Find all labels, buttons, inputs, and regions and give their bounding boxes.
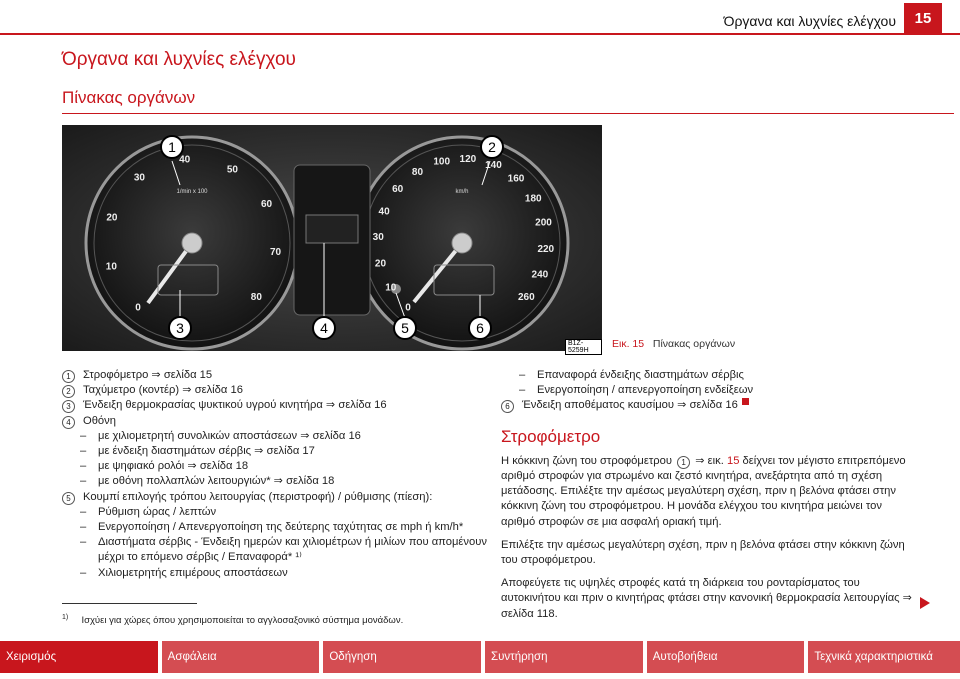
legend-item: [62, 429, 502, 444]
next-page-arrow-icon[interactable]: [920, 597, 930, 609]
legend-list-right: [501, 368, 913, 414]
legend-item-text: Στροφόμετρο ⇒ σελίδα 15: [83, 369, 213, 381]
p1-text-b: ⇒ εικ.: [695, 454, 724, 467]
legend-item-text: Ένδειξη αποθέματος καυσίμου ⇒ σελίδα 16: [522, 399, 738, 412]
legend-item-text: Ενεργοποίηση / απενεργοποίηση ενδείξεων: [537, 384, 754, 397]
legend-item: [62, 474, 502, 489]
legend-item-text: Διαστήματα σέρβις - Ένδειξη ημερών και χιλιομέτρων ή μιλίων που απομένουν μέχρι το επόμενο σέρβις / Επαναφορά* ¹⁾: [98, 536, 487, 564]
figure-callout: [469, 317, 491, 339]
p1-text-a: Η κόκκινη ζώνη του στροφόμετρου: [501, 454, 672, 467]
footnote-text: Ισχύει για χώρες όπου χρησιμοποιείται το αγγλοσαξονικό σύστημα μονάδων.: [81, 615, 404, 627]
callout-number: 6: [501, 400, 514, 413]
speed-unit-label: km/h: [455, 189, 469, 195]
gauge-tick-label: 20: [106, 212, 118, 224]
legend-item-text: Επαναφορά ένδειξης διαστημάτων σέρβις: [537, 369, 744, 381]
figure-callout-number: 4: [320, 320, 328, 336]
dash-marker: –: [80, 521, 87, 534]
dash-marker: –: [80, 505, 87, 518]
gauge-tick-label: 10: [105, 261, 117, 273]
callout-number: 3: [62, 400, 75, 413]
footer-tab[interactable]: Τεχνικά χαρακτηριστικά: [808, 641, 960, 673]
legend-item: [62, 505, 502, 520]
figure-callout: [394, 317, 416, 339]
legend-item-text: Ένδειξη θερμοκρασίας ψυκτικού υγρού κινητήρα ⇒ σελίδα 16: [83, 399, 387, 412]
dash-marker: –: [80, 475, 87, 488]
footnote-rule: [62, 603, 197, 604]
gauge-tick-label: 30: [133, 172, 145, 184]
figure-callout: [481, 136, 503, 158]
figure-callout-number: 6: [476, 320, 484, 336]
legend-item: [62, 368, 502, 383]
gauge-tick-label: 80: [250, 291, 262, 303]
legend-item: [62, 444, 502, 459]
dash-marker: –: [80, 536, 87, 549]
dash-marker: –: [80, 429, 87, 442]
legend-item-text: Ενεργοποίηση / Απενεργοποίηση της δεύτερης ταχύτητας σε mph ή km/h*: [98, 521, 464, 534]
figure-caption-label: Εικ. 15: [612, 338, 645, 350]
gauge-tick-label: 60: [392, 184, 404, 196]
legend-item-text: Ταχύμετρο (κοντέρ) ⇒ σελίδα 16: [83, 384, 243, 397]
legend-item-text: με ένδειξη διαστημάτων σέρβις ⇒ σελίδα 17: [98, 445, 315, 458]
legend-item: [62, 566, 502, 581]
figure-callout-number: 3: [176, 320, 184, 336]
instrument-cluster-figure: [62, 125, 602, 354]
gauge-tick-label: 180: [524, 193, 542, 205]
footer-tab[interactable]: Χειρισμός: [0, 641, 158, 673]
figure-ref-link[interactable]: 15: [726, 454, 740, 467]
footnote: [62, 614, 403, 626]
gauge-tick-label: 260: [518, 291, 535, 303]
gauge-tick-label: 40: [179, 154, 191, 166]
p1-text-c: δείχνει τον μέγιστο επιτρεπόμενο αριθμό στροφών για στρωμένο και ζεστό κινητήρα, ανεξάρτητα από τη σχέση μετάδοσης. Επιλέξτε την αμέσως μεγαλύτερη σχέση, πριν η βελόνα φτάσει στην κόκκινη ζώνη του στροφόμετρου. Η μονάδα ελέγχου του κινητήρα μειώνει τον αριθμό στροφών σε μια ασφαλή οριακή τιμή.: [501, 454, 906, 528]
figure-callout: [313, 317, 335, 339]
gauge-tick-label: 120: [459, 154, 477, 166]
instrument-cluster-illustration: [62, 125, 602, 351]
callout-number: 4: [62, 416, 75, 429]
tachometer-heading: Στροφόμετρο: [501, 426, 601, 446]
tachometer-paragraph-2: Επιλέξτε την αμέσως μεγαλύτερη σχέση, πριν η βελόνα φτάσει στην κόκκινη ζώνη του στροφόμετρου.: [501, 538, 905, 567]
page-number: 15: [904, 3, 942, 33]
gauge-tick-label: 30: [372, 232, 384, 244]
legend-item: [501, 398, 913, 413]
legend-item-text: Ρύθμιση ώρας / λεπτών: [98, 505, 217, 518]
section-title: Πίνακας οργάνων: [62, 88, 196, 107]
legend-item: [501, 368, 913, 383]
legend-item-text: Κουμπί επιλογής τρόπου λειτουργίας (περιστροφή) / ρύθμισης (πίεση):: [83, 490, 433, 503]
gauge-tick-label: 200: [535, 217, 552, 229]
dash-marker: –: [80, 445, 87, 458]
footer-tab[interactable]: Οδήγηση: [323, 641, 481, 673]
gauge-tick-label: 50: [226, 164, 238, 176]
legend-item: [62, 459, 502, 474]
gauge-tick-label: 0: [405, 302, 411, 314]
legend-item-text: Οθόνη: [83, 414, 116, 427]
legend-item: [62, 383, 502, 398]
figure-caption-text: Πίνακας οργάνων: [652, 338, 736, 350]
tachometer-paragraph-3: Αποφεύγετε τις υψηλές στροφές κατά τη διάρκεια του ρονταρίσματος του αυτοκινήτου και πριν ο κινητήρας φτάσει στην κανονική θερμοκρασία λειτουργίας ⇒ σελίδα 118.: [501, 577, 913, 620]
legend-item-text: Χιλιομετρητής επιμέρους αποστάσεων: [98, 566, 288, 579]
legend-item: [62, 535, 502, 565]
callout-number: 2: [62, 385, 75, 398]
dash-marker: –: [519, 369, 526, 381]
legend-item: [62, 414, 502, 429]
dash-marker: –: [80, 460, 87, 473]
gauge-tick-label: 0: [135, 302, 141, 314]
figure-callout-number: 1: [168, 139, 176, 155]
gauge-tick-label: 80: [411, 166, 424, 178]
dash-marker: –: [519, 384, 526, 397]
figure-callout: [161, 136, 183, 158]
footer-tab[interactable]: Ασφάλεια: [162, 641, 320, 673]
tach-unit-label: 1/min x 100: [176, 189, 208, 195]
gauge-tick-label: 220: [537, 243, 555, 255]
legend-list-left: [62, 368, 502, 581]
gauge-tick-label: 160: [507, 173, 525, 185]
footer-tab[interactable]: Συντήρηση: [485, 641, 643, 673]
dash-marker: –: [80, 566, 87, 579]
header-title: Όργανα και λυχνίες ελέγχου: [723, 13, 896, 29]
callout-ref-1: 1: [677, 456, 690, 469]
footer-tab[interactable]: Αυτοβοήθεια: [647, 641, 805, 673]
gauge-tick-label: 60: [260, 199, 273, 211]
legend-item: [501, 383, 913, 398]
legend-item-text: με χιλιομετρητή συνολικών αποστάσεων ⇒ σελίδα 16: [98, 429, 361, 442]
gauge-tick-label: 70: [269, 247, 282, 259]
header-rule: [0, 33, 960, 35]
figure-id: B1Z-5259H: [565, 339, 602, 355]
gauge-tick-label: 10: [385, 282, 397, 294]
gauge-tick-label: 140: [485, 160, 502, 172]
gauge-tick-label: 240: [531, 269, 549, 281]
footer-tabs: [0, 641, 960, 673]
legend-item: [62, 490, 502, 505]
right-column: [501, 368, 913, 630]
gauge-tick-label: 100: [433, 156, 451, 168]
figure-callout: [169, 317, 191, 339]
figure-callout-number: 5: [401, 320, 409, 336]
section-rule: [62, 113, 954, 114]
footnote-mark: 1): [62, 614, 69, 621]
end-of-section-icon: [742, 398, 749, 405]
chapter-title: Όργανα και λυχνίες ελέγχου: [62, 49, 296, 70]
legend-item-text: με ψηφιακό ρολόι ⇒ σελίδα 18: [98, 460, 249, 473]
legend-item: [62, 398, 502, 413]
legend-item-text: με οθόνη πολλαπλών λειτουργιών* ⇒ σελίδα 18: [98, 475, 335, 488]
gauge-tick-label: 40: [378, 206, 390, 218]
figure-caption: [612, 338, 735, 350]
gauge-tick-label: 20: [374, 258, 387, 270]
callout-number: 5: [62, 492, 75, 505]
display-screen: [306, 215, 358, 243]
callout-number: 1: [62, 370, 75, 383]
legend-item: [62, 520, 502, 535]
figure-callout-number: 2: [488, 139, 496, 155]
tachometer-paragraph-1: [501, 454, 913, 530]
